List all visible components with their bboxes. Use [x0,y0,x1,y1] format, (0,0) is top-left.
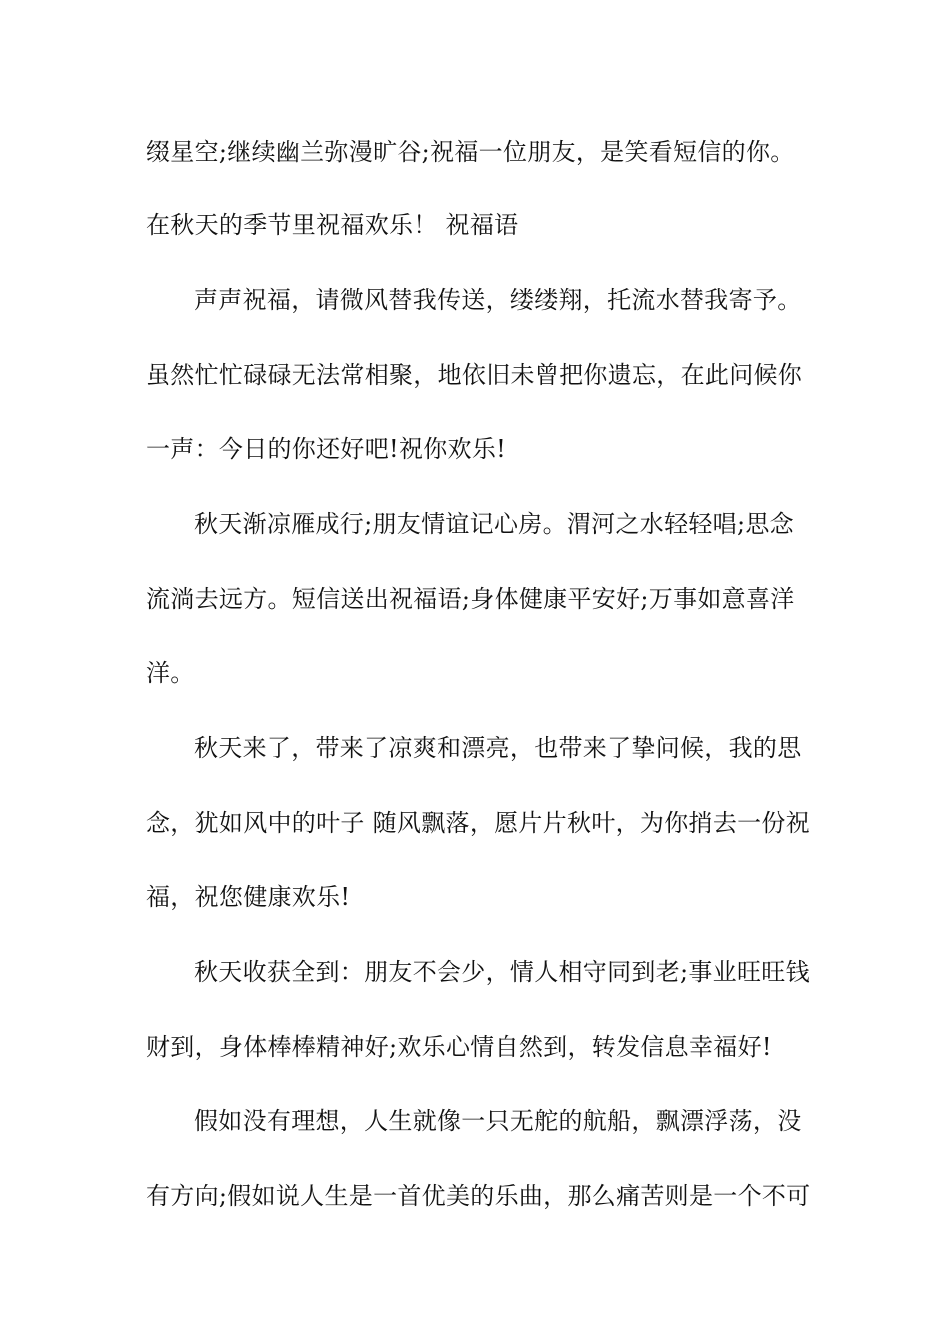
paragraph-start-line: 假如没有理想，人生就像一只无舵的航船，飘漂浮荡，没 [194,1107,802,1135]
text-line: 福，祝您健康欢乐! [146,883,351,911]
paragraph-start-line: 秋天渐凉雁成行;朋友情谊记心房。渭河之水轻轻唱;思念 [194,510,794,538]
text-line: 念，犹如风中的叶子 随风飘落，愿片片秋叶，为你捎去一份祝 [146,809,811,837]
paragraph-start-line: 秋天来了，带来了凉爽和漂亮，也带来了挚问候，我的思 [194,734,802,762]
paragraph-start-line: 秋天收获全到：朋友不会少，情人相守同到老;事业旺旺钱 [194,958,810,986]
text-line: 在秋天的季节里祝福欢乐！ 祝福语 [146,211,519,239]
paragraph-start-line: 声声祝福，请微风替我传送，缕缕翔，托流水替我寄予。 [194,286,802,314]
text-line: 缀星空;继续幽兰弥漫旷谷;祝福一位朋友，是笑看短信的你。 [146,138,795,166]
text-line: 有方向;假如说人生是一首优美的乐曲，那么痛苦则是一个不可 [146,1182,811,1210]
text-line: 财到，身体棒棒精神好;欢乐心情自然到，转发信息幸福好! [146,1033,772,1061]
text-line: 一声：今日的你还好吧!祝你欢乐! [146,435,507,463]
text-line: 虽然忙忙碌碌无法常相聚，地依旧未曾把你遗忘，在此问候你 [146,361,803,389]
text-line: 流淌去远方。短信送出祝福语;身体健康平安好;万事如意喜洋 [146,585,795,613]
text-line: 洋。 [146,659,195,687]
